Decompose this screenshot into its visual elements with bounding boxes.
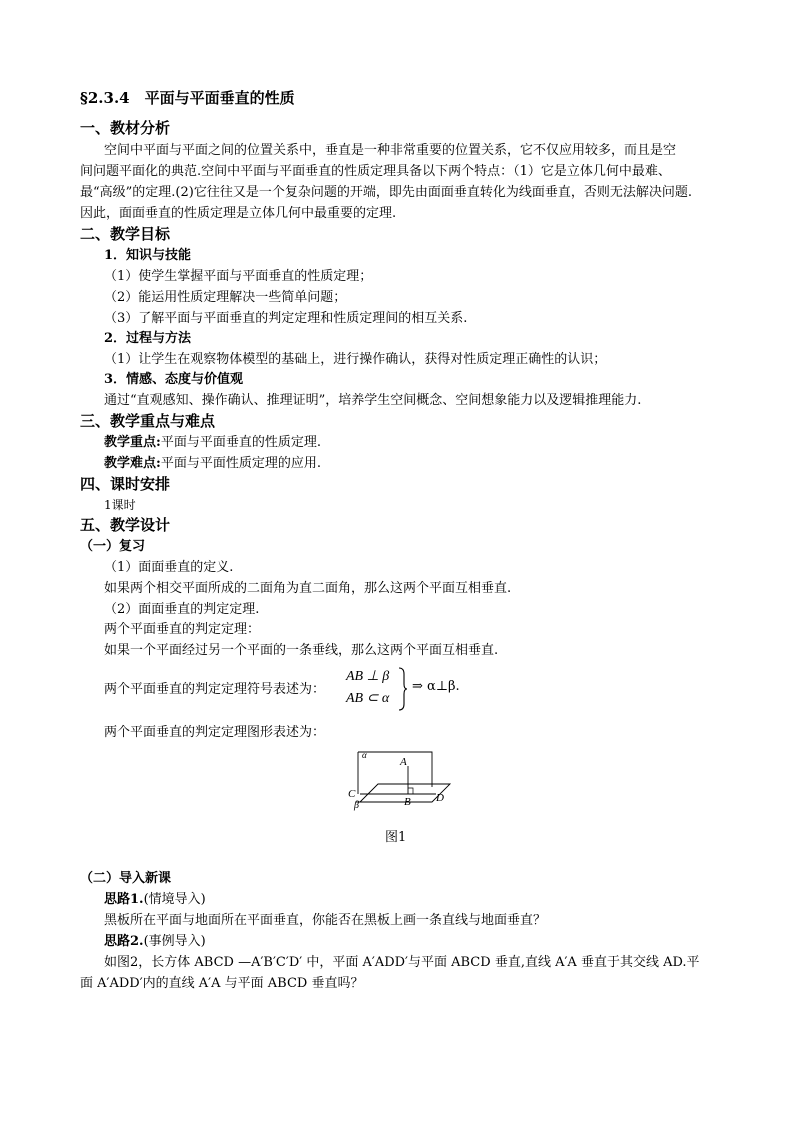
figure-label-beta: β	[354, 800, 359, 811]
symbol-formula	[342, 666, 482, 712]
idea-1-line	[104, 890, 710, 910]
paragraph-line: 如果两个相交平面所成的二面角为直二面角，那么这两个平面互相垂直.	[104, 581, 512, 596]
figure-caption: 图1	[385, 830, 407, 845]
figure-label-d: D	[436, 792, 444, 804]
paragraph-line: 通过“直观感知、操作确认、推理证明”，培养学生空间概念、空间想象能力以及逻辑推理能力.	[104, 393, 642, 408]
list-item: （2）能运用性质定理解决一些简单问题；	[104, 290, 347, 305]
paragraph-line: 空间中平面与平面之间的位置关系中，垂直是一种非常重要的位置关系，它不仅应用较多，而且是空	[104, 143, 677, 158]
difficulty-line	[104, 454, 710, 474]
paragraph-line: 间问题平面化的典范.空间中平面与平面垂直的性质定理具备以下两个特点：（1）它是立体几何中最难、	[80, 164, 671, 179]
figure-label-alpha: α	[362, 750, 367, 760]
idea-1-title: (情境导入)	[143, 892, 206, 907]
paragraph-line: 黑板所在平面与地面所在平面垂直，你能否在黑板上画一条直线与地面垂直？	[104, 913, 547, 928]
idea-1-label: 思路1.	[104, 892, 144, 907]
difficulty-label: 教学难点:	[104, 456, 161, 471]
idea-2-title: (事例导入)	[143, 934, 206, 949]
subsection-heading: 3．情感、态度与价值观	[104, 372, 244, 387]
key-point-line	[104, 433, 710, 453]
paragraph-line: 两个平面垂直的判定定理：	[104, 622, 261, 637]
list-item: （1）使学生掌握平面与平面垂直的性质定理；	[104, 269, 373, 284]
list-item: （1）让学生在观察物体模型的基础上，进行操作确认，获得对性质定理正确性的认识；	[104, 352, 607, 367]
subsection-heading: 2．过程与方法	[104, 331, 192, 346]
review-heading: （一）复习	[80, 539, 146, 554]
formula-line-2: AB ⊂ α	[346, 691, 390, 706]
section-heading-4: 四、课时安排	[80, 475, 171, 493]
formula-result: ⇒ α⊥β.	[412, 679, 460, 694]
right-brace-icon	[398, 666, 408, 712]
paragraph-line: 如图2，长方体 ABCD —A′B′C′D′ 中，平面 A′ADD′与平面 ABCD 垂直,直线 A′A 垂直于其交线 AD.平	[104, 955, 700, 970]
page-title: §2.3.4 平面与平面垂直的性质	[80, 89, 295, 107]
figure-intro: 两个平面垂直的判定定理图形表述为：	[104, 725, 326, 740]
symbol-intro: 两个平面垂直的判定定理符号表述为：	[104, 682, 326, 697]
figure-label-c: C	[348, 788, 356, 800]
class-hours: 1课时	[104, 498, 136, 512]
key-point-text: 平面与平面垂直的性质定理.	[160, 435, 321, 450]
section-heading-1: 一、教材分析	[80, 119, 171, 137]
list-item: （1）面面垂直的定义.	[104, 560, 234, 575]
section-heading-2: 二、教学目标	[80, 225, 171, 243]
paragraph-line: 如果一个平面经过另一个平面的一条垂线，那么这两个平面互相垂直.	[104, 643, 499, 658]
figure-1-diagram	[344, 748, 454, 818]
intro-heading: （二）导入新课	[80, 871, 172, 886]
figure-label-a: A	[400, 756, 407, 768]
paragraph-line: 面 A′ADD′内的直线 A′A 与平面 ABCD 垂直吗？	[80, 976, 364, 991]
section-heading-3: 三、教学重点与难点	[80, 412, 216, 430]
difficulty-text: 平面与平面性质定理的应用.	[160, 456, 321, 471]
figure-label-b: B	[404, 796, 411, 808]
list-item: （3）了解平面与平面垂直的判定定理和性质定理间的相互关系.	[104, 311, 468, 326]
paragraph-line: 因此，面面垂直的性质定理是立体几何中最重要的定理.	[80, 206, 397, 221]
idea-2-line	[104, 932, 710, 952]
subsection-heading: 1．知识与技能	[104, 248, 192, 263]
formula-line-1: AB ⊥ β	[346, 669, 390, 684]
idea-2-label: 思路2.	[104, 934, 144, 949]
key-point-label: 教学重点:	[104, 435, 161, 450]
list-item: （2）面面垂直的判定定理.	[104, 602, 260, 617]
section-heading-5: 五、教学设计	[80, 516, 171, 534]
paragraph-line: 最“高级”的定理.(2)它往往又是一个复杂问题的开端，即先由面面垂直转化为线面垂直，否则无法解决问题.	[80, 185, 692, 200]
